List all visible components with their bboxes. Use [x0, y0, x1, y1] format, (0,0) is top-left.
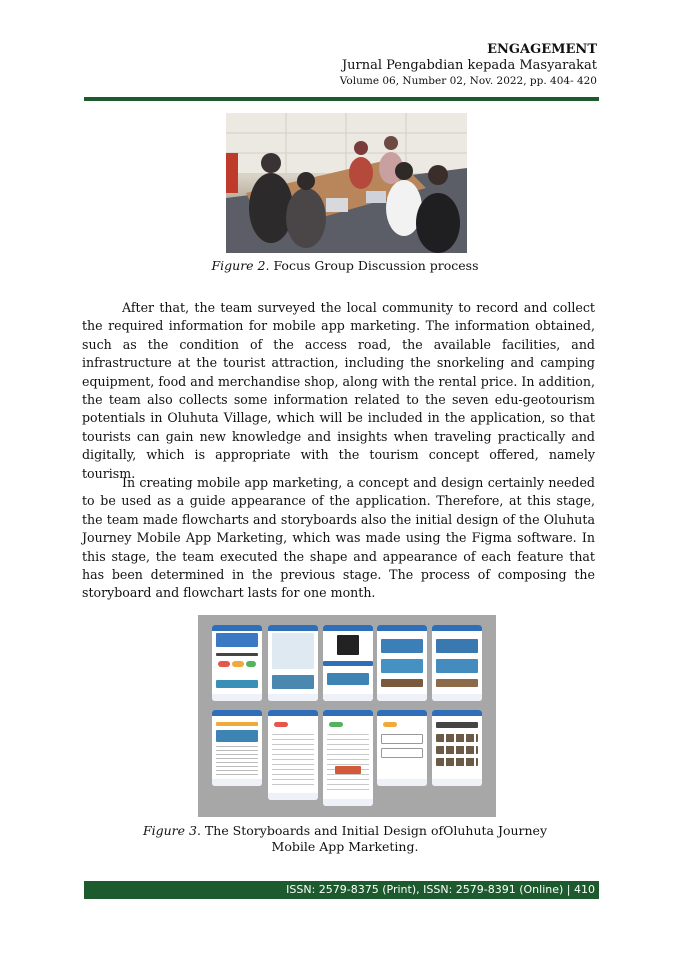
mockup-shop-screen [377, 710, 427, 786]
figure-2-caption-text: Focus Group Discussion process [269, 258, 479, 273]
page-number: 410 [574, 883, 595, 896]
mockup-qr-screen [323, 625, 373, 701]
journal-subtitle: Jurnal Pengabdian kepada Masyarakat [341, 58, 597, 73]
footer-issn: ISSN: 2579-8375 (Print), ISSN: 2579-8391 (Online) [286, 883, 564, 896]
journal-volume: Volume 06, Number 02, Nov. 2022, pp. 404- 420 [339, 75, 597, 87]
footer-text: ISSN: 2579-8375 (Print), ISSN: 2579-8391 (Online) | 410 [286, 883, 595, 896]
discussion-photo-illustration [226, 113, 467, 253]
journal-header [340, 42, 597, 88]
journal-title: ENGAGEMENT [487, 42, 597, 57]
mockup-ecotourism-screen [432, 625, 482, 701]
figure-3-storyboard [198, 615, 496, 817]
mockup-map-screen [268, 625, 318, 701]
header-rule [84, 97, 599, 101]
figure-3-caption-text: The Storyboards and Initial Design ofOluhuta Journey Mobile App Marketing. [200, 823, 548, 854]
paragraph-2: In creating mobile app marketing, a concept and design certainly needed to be used as a guide appearance of the application. Therefore, at this stage, the team made flowcharts and storyboards also the initial design of the Oluhuta Journey Mobile App Marketing, which was made using the Figma software. In this stage, the team executed the shape and appearance of each feature that has been determined in the previous stage. The process of composing the storyboard and flowchart lasts for one month. [82, 475, 595, 601]
mockup-list-screen [432, 710, 482, 786]
mockup-gallery-screen [377, 625, 427, 701]
mockup-food-screen [323, 710, 373, 806]
footer-bar [84, 881, 599, 899]
paragraph-1: After that, the team surveyed the local community to record and collect the required information for mobile app marketing. The information obtained, such as the condition of the access road, the available facilities, and infrastructure at the tourist attraction, including the snorkeling and camping equipment, food and merchandise shop, along with the rental price. In addition, the team also collects some information related to the seven edu-geotourism potentials in Oluhuta Village, which will be included in the application, so that tourists can gain new knowledge and insights when traveling practically and digitally, which is appropriate with the tourism concept offered, namely tourism. [82, 300, 595, 481]
figure-2-photo [226, 113, 467, 253]
mockup-info-screen [212, 710, 262, 786]
mockup-rental-screen [268, 710, 318, 800]
figure-3-label: Figure 3. [142, 823, 201, 838]
figure-2-label: Figure 2. [211, 258, 270, 273]
mockup-home-screen [212, 625, 262, 701]
figure-2-caption [200, 258, 490, 274]
figure-3-caption [120, 823, 570, 855]
